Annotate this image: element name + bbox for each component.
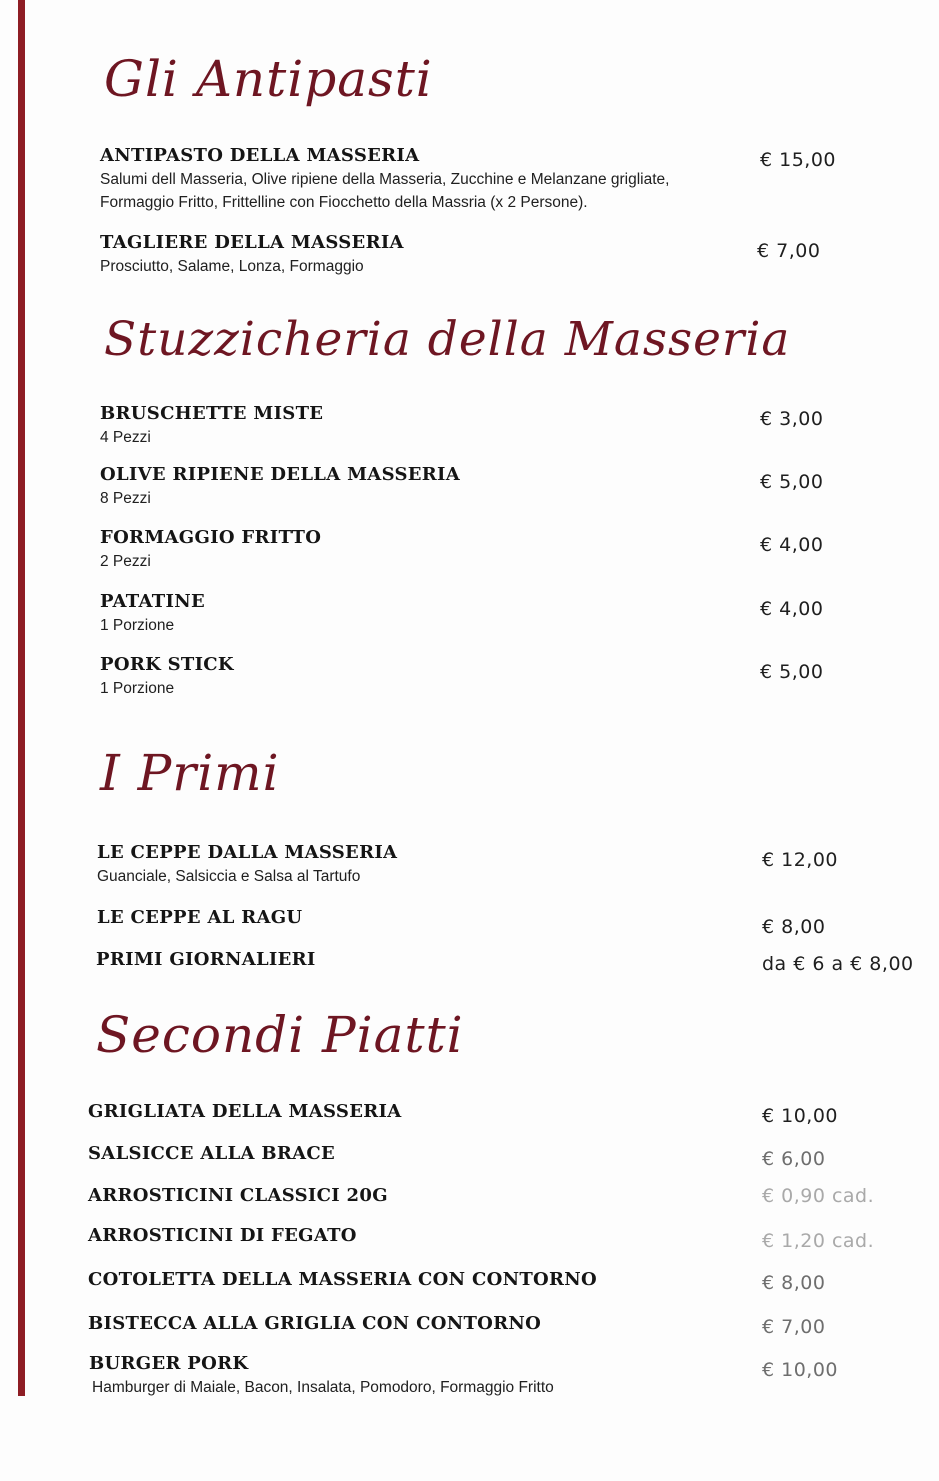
item-name: BURGER PORK <box>89 1353 249 1374</box>
menu-item-salsicce <box>88 1143 335 1164</box>
item-price: € 5,00 <box>760 471 824 493</box>
item-name: ARROSTICINI DI FEGATO <box>88 1225 357 1246</box>
menu-item-ceppe-ragu <box>97 907 302 928</box>
item-price: € 0,90 cad. <box>762 1185 875 1207</box>
section-title-primi: I Primi <box>100 744 280 802</box>
item-name: OLIVE RIPIENE DELLA MASSERIA <box>100 464 461 485</box>
menu-item-arrosticini-classici <box>88 1185 388 1206</box>
menu-item-olive-ripiene <box>100 464 460 510</box>
item-description: 1 Porzione <box>100 680 175 697</box>
item-name: LE CEPPE AL RAGU <box>97 907 303 928</box>
item-name: GRIGLIATA DELLA MASSERIA <box>88 1101 402 1122</box>
item-price: € 8,00 <box>762 1272 826 1294</box>
menu-item-arrosticini-fegato <box>88 1225 357 1246</box>
item-description: 4 Pezzi <box>100 429 151 446</box>
margin-accent-line <box>18 0 25 1396</box>
menu-item-patatine <box>100 591 205 637</box>
item-description: 1 Porzione <box>100 617 175 634</box>
item-name: SALSICCE ALLA BRACE <box>88 1143 336 1164</box>
item-name: ANTIPASTO DELLA MASSERIA <box>100 145 420 166</box>
item-price: € 1,20 cad. <box>762 1230 875 1252</box>
menu-item-bruschette-miste <box>100 403 323 449</box>
menu-item-grigliata <box>88 1101 401 1122</box>
item-description: Prosciutto, Salame, Lonza, Formaggio <box>100 258 364 275</box>
menu-item-pork-stick <box>100 654 234 700</box>
item-price: € 6,00 <box>762 1148 826 1170</box>
item-price: € 7,00 <box>757 240 821 262</box>
item-price: € 15,00 <box>760 149 837 171</box>
item-name: PRIMI GIORNALIERI <box>96 949 316 970</box>
menu-item-tagliere-masseria <box>100 232 404 278</box>
menu-item-antipasto-masseria <box>100 145 669 214</box>
item-price: € 10,00 <box>762 1359 839 1381</box>
section-title-secondi: Secondi Piatti <box>96 1006 464 1064</box>
menu-item-burger-pork <box>89 1353 554 1399</box>
item-price: € 3,00 <box>760 408 824 430</box>
item-price: € 5,00 <box>760 661 824 683</box>
section-title-antipasti: Gli Antipasti <box>104 50 433 108</box>
item-description: Formaggio Fritto, Frittelline con Fiocchetto della Massria (x 2 Persone). <box>100 194 588 211</box>
item-name: LE CEPPE DALLA MASSERIA <box>97 842 398 863</box>
item-name: BRUSCHETTE MISTE <box>100 403 324 424</box>
item-price: € 12,00 <box>762 849 839 871</box>
item-description: Guanciale, Salsiccia e Salsa al Tartufo <box>97 868 361 885</box>
item-name: FORMAGGIO FRITTO <box>100 527 322 548</box>
item-price: da € 6 a € 8,00 <box>762 953 914 975</box>
menu-item-bistecca <box>88 1313 541 1334</box>
menu-item-cotoletta <box>88 1269 597 1290</box>
item-name: BISTECCA ALLA GRIGLIA CON CONTORNO <box>88 1313 542 1334</box>
item-name: PORK STICK <box>100 654 234 675</box>
menu-item-formaggio-fritto <box>100 527 321 573</box>
item-price: € 10,00 <box>762 1105 839 1127</box>
item-price: € 4,00 <box>760 534 824 556</box>
item-name: PATATINE <box>100 591 205 612</box>
item-description: 8 Pezzi <box>100 490 151 507</box>
item-price: € 4,00 <box>760 598 824 620</box>
item-name: TAGLIERE DELLA MASSERIA <box>100 232 404 253</box>
item-description: Salumi dell Masseria, Olive ripiene della Masseria, Zucchine e Melanzane grigliate, <box>100 171 670 188</box>
item-description: 2 Pezzi <box>100 553 151 570</box>
item-name: ARROSTICINI CLASSICI 20G <box>88 1185 388 1206</box>
menu-item-ceppe-masseria <box>97 842 397 888</box>
menu-item-primi-giornalieri <box>96 949 316 970</box>
item-price: € 7,00 <box>762 1316 826 1338</box>
section-title-stuzzicheria: Stuzzicheria della Masseria <box>104 312 791 367</box>
item-name: COTOLETTA DELLA MASSERIA CON CONTORNO <box>88 1269 597 1290</box>
item-description: Hamburger di Maiale, Bacon, Insalata, Pomodoro, Formaggio Fritto <box>92 1379 554 1396</box>
item-price: € 8,00 <box>762 916 826 938</box>
